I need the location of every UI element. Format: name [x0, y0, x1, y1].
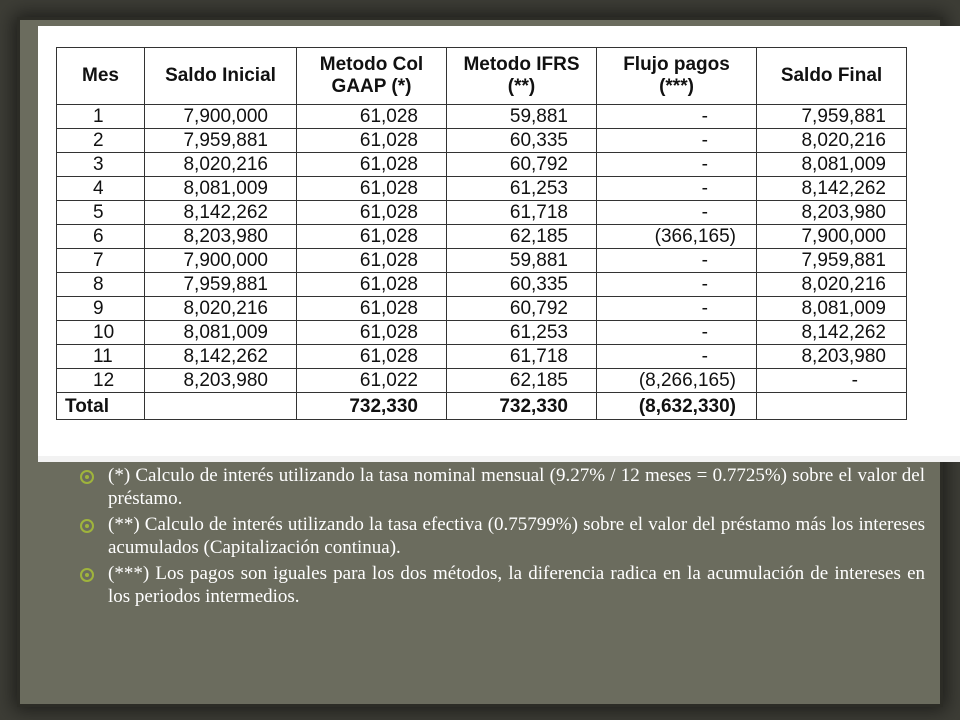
table-cell: 7,900,000 [145, 249, 297, 273]
table-cell: 8,081,009 [145, 321, 297, 345]
footnote-item [80, 562, 925, 608]
table-cell: 8,203,980 [145, 225, 297, 249]
table-cell: 62,185 [447, 225, 597, 249]
table-cell: 10 [57, 321, 145, 345]
table-cell: 60,792 [447, 153, 597, 177]
table-cell: 61,028 [297, 321, 447, 345]
table-cell: 61,028 [297, 249, 447, 273]
table-cell: 2 [57, 129, 145, 153]
table-cell: 61,028 [297, 177, 447, 201]
table-cell: 61,028 [297, 345, 447, 369]
table-row [57, 153, 907, 177]
table-cell: - [597, 321, 757, 345]
table-cell: (366,165) [597, 225, 757, 249]
table-cell: 8,203,980 [757, 201, 907, 225]
table-cell: (8,266,165) [597, 369, 757, 393]
table-cell: 8,203,980 [757, 345, 907, 369]
footnote-text: (*) Calculo de interés utilizando la tasa nominal mensual (9.27% / 12 meses = 0.7725%) sobre el valor del préstamo. [108, 465, 925, 509]
table-cell: 8,142,262 [145, 345, 297, 369]
table-cell: 5 [57, 201, 145, 225]
table-cell: - [597, 153, 757, 177]
footnote-item [80, 464, 925, 510]
table-cell: 8 [57, 273, 145, 297]
table-cell: - [597, 177, 757, 201]
table-row [57, 129, 907, 153]
bullet-icon [80, 519, 94, 533]
table-cell: 60,335 [447, 273, 597, 297]
header-flujo-pagos: Flujo pagos (***) [597, 48, 757, 105]
table-cell: 61,718 [447, 201, 597, 225]
table-cell: 61,028 [297, 225, 447, 249]
table-cell: 61,022 [297, 369, 447, 393]
total-label: Total [57, 393, 145, 420]
header-metodo-ifrs: Metodo IFRS (**) [447, 48, 597, 105]
footnote-text: (**) Calculo de interés utilizando la tasa efectiva (0.75799%) sobre el valor del préstamo más los intereses acumulados (Capitalización continua). [108, 514, 925, 558]
table-cell: 4 [57, 177, 145, 201]
table-cell: - [597, 297, 757, 321]
total-cell [757, 393, 907, 420]
header-saldo-final: Saldo Final [757, 48, 907, 105]
table-cell: 8,081,009 [757, 153, 907, 177]
table-cell: - [597, 345, 757, 369]
bullet-icon [80, 568, 94, 582]
table-total-row [57, 393, 907, 420]
table-cell: 8,020,216 [145, 297, 297, 321]
table-row [57, 321, 907, 345]
table-cell: 61,028 [297, 273, 447, 297]
bullet-icon [80, 470, 94, 484]
table-cell: - [597, 129, 757, 153]
amortization-table [56, 47, 907, 420]
table-cell: 7 [57, 249, 145, 273]
table-cell: 61,028 [297, 153, 447, 177]
table-cell: 60,792 [447, 297, 597, 321]
table-cell: 61,028 [297, 297, 447, 321]
footnotes-list [80, 464, 925, 611]
table-cell: 7,959,881 [145, 273, 297, 297]
table-cell: 61,253 [447, 321, 597, 345]
table-row [57, 369, 907, 393]
footnote-item [80, 513, 925, 559]
table-cell: 8,203,980 [145, 369, 297, 393]
table-cell: 62,185 [447, 369, 597, 393]
table-cell: 11 [57, 345, 145, 369]
table-cell: 7,959,881 [757, 105, 907, 129]
table-cell: - [597, 249, 757, 273]
table-cell: - [597, 273, 757, 297]
header-saldo-inicial: Saldo Inicial [145, 48, 297, 105]
table-row [57, 225, 907, 249]
table-row [57, 273, 907, 297]
table-cell: 8,020,216 [757, 273, 907, 297]
table-cell: 61,253 [447, 177, 597, 201]
table-cell: 8,142,262 [145, 201, 297, 225]
total-cell: (8,632,330) [597, 393, 757, 420]
footnote-text: (***) Los pagos son iguales para los dos métodos, la diferencia radica en la acumulación de intereses en los periodos intermedios. [108, 563, 925, 607]
table-cell: - [757, 369, 907, 393]
table-cell: 59,881 [447, 105, 597, 129]
table-header-row [57, 48, 907, 105]
total-cell: 732,330 [447, 393, 597, 420]
table-cell: 61,028 [297, 105, 447, 129]
table-cell: 8,142,262 [757, 177, 907, 201]
table-cell: 3 [57, 153, 145, 177]
table-cell: 7,959,881 [145, 129, 297, 153]
header-metodo-col-gaap: Metodo Col GAAP (*) [297, 48, 447, 105]
table-cell: 8,081,009 [757, 297, 907, 321]
table-row [57, 177, 907, 201]
table-row [57, 345, 907, 369]
table-cell: 61,028 [297, 129, 447, 153]
table-cell: 8,142,262 [757, 321, 907, 345]
table-cell: 1 [57, 105, 145, 129]
slide [20, 20, 940, 704]
table-cell: 8,081,009 [145, 177, 297, 201]
total-cell: 732,330 [297, 393, 447, 420]
table-cell: 61,718 [447, 345, 597, 369]
table-cell: - [597, 201, 757, 225]
table-cell: 9 [57, 297, 145, 321]
table-cell: 60,335 [447, 129, 597, 153]
table-cell: 61,028 [297, 201, 447, 225]
table-cell: 59,881 [447, 249, 597, 273]
table-row [57, 105, 907, 129]
table-row [57, 201, 907, 225]
table-cell: 7,900,000 [757, 225, 907, 249]
table-row [57, 249, 907, 273]
table-cell: 8,020,216 [145, 153, 297, 177]
table-image [38, 26, 960, 462]
table-cell: 6 [57, 225, 145, 249]
table-cell: 7,959,881 [757, 249, 907, 273]
header-mes: Mes [57, 48, 145, 105]
table-cell: 12 [57, 369, 145, 393]
table-cell: - [597, 105, 757, 129]
table-row [57, 297, 907, 321]
total-cell [145, 393, 297, 420]
table-cell: 7,900,000 [145, 105, 297, 129]
table-cell: 8,020,216 [757, 129, 907, 153]
